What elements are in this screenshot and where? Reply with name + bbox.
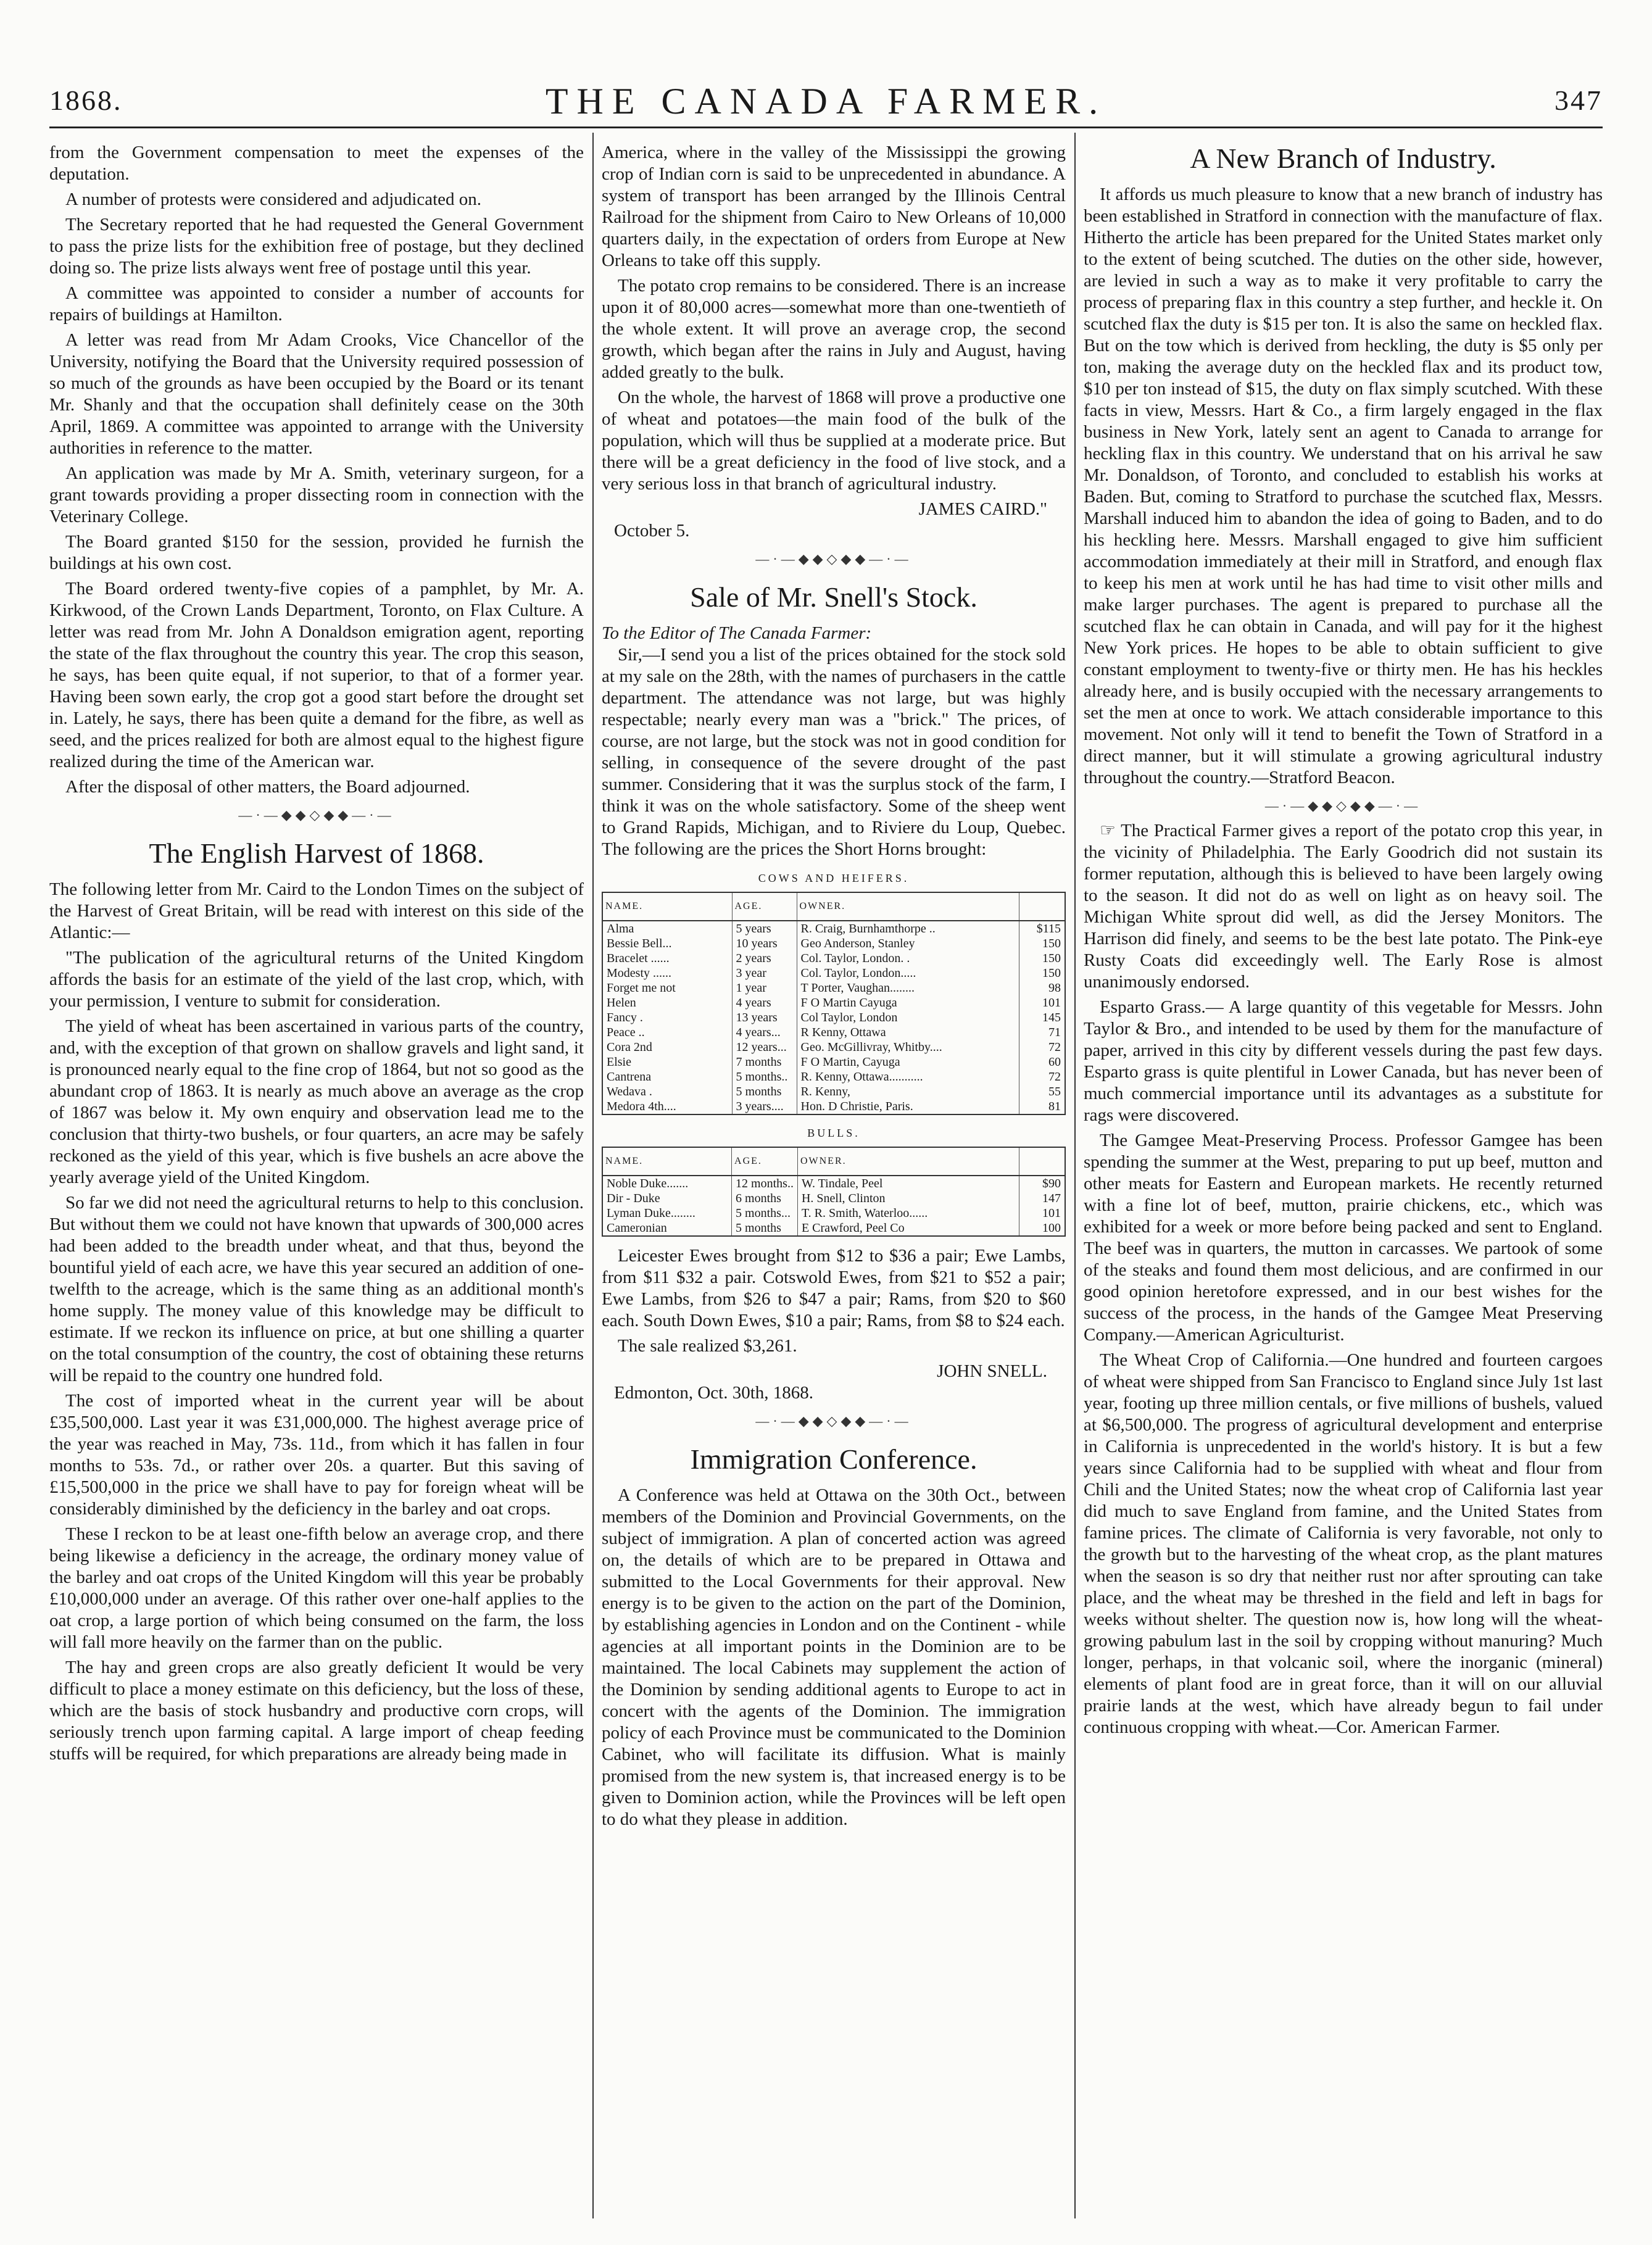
sale-total: The sale realized $3,261. — [618, 1336, 797, 1356]
article-paragraph: The Secretary reported that he had requested the General Government to pass the prize lists for the exhibition free of postage, but they declined doing so. The prize lists always went free of postage until this year. — [49, 215, 584, 278]
cows-table-title: COWS AND HEIFERS. — [758, 872, 910, 884]
animal-name: Forget me not — [607, 981, 676, 995]
column-header: OWNER. — [797, 892, 1019, 921]
animal-name: Fancy . — [607, 1011, 643, 1024]
animal-name: Cantrena — [607, 1070, 652, 1084]
price-header — [1019, 1147, 1065, 1176]
snell-date: Edmonton, Oct. 30th, 1868. — [614, 1383, 814, 1403]
animal-owner: R. Kenny, — [797, 1084, 1019, 1099]
animal-name: Noble Duke....... — [607, 1177, 689, 1190]
animal-price: $90 — [1019, 1176, 1065, 1191]
bulls-table-title: BULLS. — [807, 1127, 860, 1139]
animal-name: Bessie Bell... — [607, 937, 672, 950]
caird-date: October 5. — [614, 521, 690, 541]
article-paragraph: A letter was read from Mr Adam Crooks, Vice Chancellor of the University, notifying the Board that the University required possession of so much of the grounds as have been occupied by the Board or its tenant Mr. Shanly and that the occupation shall definitely cease on the 30th April, 1869. A committee was appointed to arrange with the University authorities in reference to the matter. — [49, 330, 584, 458]
article-paragraph: Sir,—I send you a list of the prices obtained for the stock sold at my sale on the 28th, with the names of purchasers in the cattle department. The attendance was not large, but was highly respectable; nearly every man was a "brick." The prices, of course, are not large, but the stock was not in good condition for selling, in consequence of the severe drought of the past summer. Considering that it was the surplus stock of the farm, I think it was on the whole satisfactory. Some of the sheep went to Grand Rapids, Michigan, and to Riviere du Loup, Quebec. The following are the prices the Short Horns brought: — [602, 645, 1066, 859]
animal-age: 5 years — [732, 921, 797, 936]
article-paragraph: from the Government compensation to meet the expenses of the deputation. — [49, 143, 584, 184]
table-row — [602, 936, 1065, 951]
section-ornament: —·—◆◆◇◆◆—·— — [755, 551, 912, 566]
table-row — [602, 1069, 1065, 1084]
column-divider-1 — [592, 133, 594, 2218]
animal-price: 55 — [1019, 1084, 1065, 1099]
cows-table — [602, 892, 1066, 1115]
column-1 — [49, 142, 584, 1769]
animal-price: 147 — [1019, 1191, 1065, 1206]
article-paragraph: After the disposal of other matters, the Board adjourned. — [65, 777, 470, 797]
article-paragraph: "The publication of the agricultural returns of the United Kingdom affords the basis for an estimate of the yield of the last crop, which, with your permission, I venture to submit for consideration. — [49, 948, 584, 1011]
animal-price: 71 — [1019, 1025, 1065, 1040]
animal-name: Peace .. — [607, 1026, 645, 1039]
article-paragraph: Esparto Grass.— A large quantity of this vegetable for Messrs. John Taylor & Bro., and intended to be used by them for the manufacture of paper, arrived in this city by different vessels during the past few days. Esparto grass is quite plentiful in Lower Canada, but has never been of much commercial importance until its advantages as a substitute for rags were discovered. — [1084, 997, 1603, 1125]
animal-owner: F O Martin, Cayuga — [797, 1055, 1019, 1069]
animal-price: 145 — [1019, 1010, 1065, 1025]
column-divider-2 — [1074, 133, 1076, 2218]
caird-signature: JAMES CAIRD." — [918, 499, 1047, 519]
column-header: AGE. — [732, 892, 797, 921]
animal-age: 3 years.... — [732, 1099, 797, 1114]
section-ornament: —·—◆◆◇◆◆—·— — [755, 1413, 912, 1429]
table-row — [602, 951, 1065, 966]
table-row — [602, 1176, 1065, 1191]
column-header: AGE. — [732, 1147, 798, 1176]
animal-price: 72 — [1019, 1069, 1065, 1084]
animal-age: 13 years — [732, 1010, 797, 1025]
article-paragraph: The cost of imported wheat in the current year will be about £35,500,000. Last year it was £31,000,000. The highest average price of the year was reached in May, 73s. 11d., from which it has fallen in four months to 53s. 7d., or rather over 20s. a quarter. But this saving of £15,500,000 in the price we shall have to pay for foreign wheat will be considerably diminished by the deficiency in the barley and oat crops. — [49, 1391, 584, 1519]
article-paragraph: The yield of wheat has been ascertained in various parts of the country, and, with the exception of that grown on shallow gravels and light sand, it is pronounced nearly equal to the fine crop of 1864, but not so good as the abundant crop of 1863. It is nearly as much above an average as the crop of 1867 was below it. My own enquiry and observation lead me to the conclusion that thirty-two bushels, or four quarters, an acre may be safely reckoned as the yield of this year, which is five bushels an acre above the yearly average yield of the United Kingdom. — [49, 1016, 584, 1187]
table-row — [602, 981, 1065, 995]
column-header: NAME. — [602, 892, 732, 921]
table-row — [602, 995, 1065, 1010]
snell-signature: JOHN SNELL. — [937, 1361, 1047, 1381]
animal-owner: Col. Taylor, London. . — [797, 951, 1019, 966]
header-rule — [49, 127, 1603, 128]
table-row — [602, 1040, 1065, 1055]
page-header — [49, 80, 1603, 123]
animal-age: 6 months — [732, 1191, 798, 1206]
article-paragraph: A Conference was held at Ottawa on the 30th Oct., between members of the Dominion and Provincial Governments, on the subject of immigration. A plan of concerted action was agreed on, the details of which are to be prepared in Ottawa and submitted to the Local Governments for their approval. New energy is to be given to the action on the part of the Dominion, by establishing agencies in London and on the Continent - while agencies at all important points in the Dominion are to be maintained. The local Cabinets may supplement the action of the Dominion by sending additional agents to Europe to act in concert with the agents of the Dominion. The immigration policy of each Province must be communicated to the Dominion Cabinet, who will facilitate its diffusion. What is mainly promised from the new system is, that increased energy is to be given to Dominion action, while the Provinces will be left open to do what they please in addition. — [602, 1485, 1066, 1829]
animal-age: 7 months — [732, 1055, 797, 1069]
table-row — [602, 1206, 1065, 1221]
article-paragraph: America, where in the valley of the Mississippi the growing crop of Indian corn is said to be unprecedented in abundance. A system of transport has been arranged by the Illinois Central Railroad for the shipment from Cairo to New Orleans of 10,000 quarters daily, in the expectation of orders from Europe at New Orleans to take off this supply. — [602, 143, 1066, 270]
table-row — [602, 921, 1065, 936]
table-row — [602, 1055, 1065, 1069]
animal-name: Alma — [607, 922, 634, 936]
animal-price: 150 — [1019, 951, 1065, 966]
animal-age: 12 years... — [732, 1040, 797, 1055]
article-paragraph: The following letter from Mr. Caird to the London Times on the subject of the Harvest of Great Britain, will be read with interest on this side of the Atlantic:— — [49, 879, 584, 942]
article-paragraph: ☞ The Practical Farmer gives a report of the potato crop this year, in the vicinity of Philadelphia. The Early Goodrich did not sustain its former reputation, although this is believed to have been largely owing to the season. It did not do as well on light as on heavy soil. The Michigan White sprout did well, as did the Jersey Monitors. The Harrison did finely, and seems to be the best late potato. The Pink-eye Rusty Coats did exceedingly well. The Early Rose is almost unanimously endorsed. — [1084, 821, 1603, 992]
article-paragraph: A committee was appointed to consider a number of accounts for repairs of buildings at Hamilton. — [49, 283, 584, 325]
animal-owner: H. Snell, Clinton — [797, 1191, 1019, 1206]
article-paragraph: The Board ordered twenty-five copies of a pamphlet, by Mr. A. Kirkwood, of the Crown Lands Department, Toronto, on Flax Culture. A letter was read from Mr. John A Donaldson emigration agent, reporting the state of the flax throughout the country this year. The crop this season, he says, has been quite equal, if not superior, to that of a former year. Having been sown early, the crop got a good start before the drought set in. Lately, he says, there has been quite a demand for the fibre, as well as seed, and the prices realized for both are almost equal to the highest figure realized during the time of the American war. — [49, 579, 584, 771]
animal-owner: R Kenny, Ottawa — [797, 1025, 1019, 1040]
article-paragraph: So far we did not need the agricultural returns to help to this conclusion. But without them we could not have known that upwards of 300,000 acres had been added to the breadth under wheat, and that thus, beyond the bountiful yield of each acre, we have this year secured an addition of one-twelfth to the acreage, which is the same thing as an additional month's home supply. The money value of this knowledge may be difficult to estimate. If we reckon its influence on price, at but one shilling a quarter on the total consumption of the country, the cost of obtaining these returns will be repaid to the country one hundred fold. — [49, 1193, 584, 1385]
animal-age: 5 months.. — [732, 1069, 797, 1084]
animal-name: Wedava . — [607, 1085, 652, 1098]
section-ornament: —·—◆◆◇◆◆—·— — [1264, 798, 1422, 813]
animal-name: Elsie — [607, 1055, 631, 1069]
article-paragraph: Leicester Ewes brought from $12 to $36 a pair; Ewe Lambs, from $11 $32 a pair. Cotswold Ewes, from $21 to $52 a pair; Ewe Lambs, from $26 to $47 a pair; Rams, from $20 to $60 each. South Down Ewes, $10 a pair; Rams, from $8 to $24 each. — [602, 1246, 1066, 1330]
animal-owner: R. Craig, Burnhamthorpe .. — [797, 921, 1019, 936]
animal-name: Dir - Duke — [607, 1192, 660, 1205]
article-paragraph: A number of protests were considered and adjudicated on. — [65, 189, 482, 209]
price-header — [1019, 892, 1065, 921]
animal-name: Modesty ...... — [607, 966, 671, 980]
article-paragraph: An application was made by Mr A. Smith, veterinary surgeon, for a grant towards providing a proper dissecting room in connection with the Veterinary College. — [49, 463, 584, 526]
animal-age: 10 years — [732, 936, 797, 951]
header-year: 1868. — [49, 85, 123, 116]
masthead-title: THE CANADA FARMER. — [545, 81, 1107, 122]
animal-price: 98 — [1019, 981, 1065, 995]
page-number: 347 — [1554, 85, 1603, 116]
snell-heading: Sale of Mr. Snell's Stock. — [690, 581, 978, 613]
animal-price: 100 — [1019, 1221, 1065, 1236]
animal-age: 4 years... — [732, 1025, 797, 1040]
article-paragraph: On the whole, the harvest of 1868 will prove a productive one of wheat and potatoes—the main food of the bulk of the population, which will thus be supplied at a moderate price. But there will be a great deficiency in the food of live stock, and a very serious loss in that branch of agricultural industry. — [602, 388, 1066, 494]
animal-name: Lyman Duke........ — [607, 1206, 695, 1220]
animal-owner: E Crawford, Peel Co — [797, 1221, 1019, 1236]
animal-price: 101 — [1019, 995, 1065, 1010]
article-paragraph: The hay and green crops are also greatly deficient It would be very difficult to place a money estimate on this deficiency, but the loss of these, which are the basis of stock husbandry and productive corn crops, will seriously trench upon farming capital. A large import of cheap feeding stuffs will be required, for which preparations are already being made in — [49, 1658, 584, 1764]
animal-price: 150 — [1019, 936, 1065, 951]
column-header: OWNER. — [797, 1147, 1019, 1176]
animal-owner: T. R. Smith, Waterloo...... — [797, 1206, 1019, 1221]
animal-name: Cora 2nd — [607, 1040, 652, 1054]
article-paragraph: These I reckon to be at least one-fifth below an average crop, and there being likewise a deficiency in the acreage, the ordinary money value of the barley and oat crops of the United Kingdom will this year be probably £10,000,000 under an average. Of this rather over one-half applies to the oat crop, a large portion of which being consumed on the farm, the loss will fall more heavily on the farmer than on the public. — [49, 1524, 584, 1652]
animal-owner: T Porter, Vaughan........ — [797, 981, 1019, 995]
animal-owner: Geo. McGillivray, Whitby.... — [797, 1040, 1019, 1055]
animal-age: 4 years — [732, 995, 797, 1010]
animal-age: 2 years — [732, 951, 797, 966]
animal-age: 5 months — [732, 1084, 797, 1099]
animal-price: 101 — [1019, 1206, 1065, 1221]
animal-owner: W. Tindale, Peel — [797, 1176, 1019, 1191]
bulls-table — [602, 1147, 1066, 1237]
table-row — [602, 1221, 1065, 1236]
animal-price: 81 — [1019, 1099, 1065, 1114]
article-paragraph: The Gamgee Meat-Preserving Process. Professor Gamgee has been spending the summer at the West, preparing to put up beef, mutton and other meats for Eastern and European markets. He recently returned with a fine lot of beef, mutton, prairie chickens, etc., which was exhibited for a week or more before being packed and sent to England. The beef was in quarters, the mutton in carcasses. We partook of some of the steaks and found them most delicious, and are confirmed in our good opinion heretofore expressed, and in our best wishes for the success of the process, in the hands of the Gamgee Meat Preserving Company.—American Agriculturist. — [1084, 1131, 1603, 1345]
animal-owner: Col Taylor, London — [797, 1010, 1019, 1025]
animal-price: 150 — [1019, 966, 1065, 981]
animal-age: 12 months.. — [732, 1176, 798, 1191]
article-paragraph: The potato crop remains to be considered. There is an increase upon it of 80,000 acres—somewhat more than one-twentieth of the whole extent. It will prove an average crop, the second growth, which began after the rains in July and August, having added greatly to the bulk. — [602, 276, 1066, 382]
article-paragraph: The Wheat Crop of California.—One hundred and fourteen cargoes of wheat were shipped from San Francisco to England since July 1st last year, footing up three million centals, or five millions of bushels, valued at $6,500,000. The progress of agricultural development and enterprise in California is unprecedented in the world's history. It is but a few years since California had to be supplied with wheat and flour from Chili and the United States; now the wheat crop of California last year did much to save England from famine, and the United States from famine prices. The climate of California is very favorable, not only to the growth but to the harvesting of the wheat crop, as the plant matures when the season is so dry that neither rust nor after sprouting can take place, and the wheat may be threshed in the field and left in bags for weeks without shelter. The question now is, how long will the wheat-growing pabulum last in the soil by cropping without manuring? Much longer, perhaps, in that volcanic soil, where the inorganic (mineral) elements of plant food are in great force, than it will on our alluvial prairie lands at the west, which have already begun to fail under continuous cropping with wheat.—Cor. American Farmer. — [1084, 1350, 1603, 1737]
animal-age: 3 year — [732, 966, 797, 981]
table-row — [602, 1084, 1065, 1099]
column-header: NAME. — [602, 1147, 732, 1176]
table-row — [602, 1010, 1065, 1025]
article-paragraph: It affords us much pleasure to know that a new branch of industry has been established in Stratford in connection with the manufacture of flax. Hitherto the article has been prepared for the United States market only to the extent of being scutched. The duties on the other side, however, are levied in such a way as to make it very profitable to carry the process of preparing flax in this country a step further, and heckle it. On scutched flax the duty is $15 per ton. It is also the same on heckled flax. But on the tow which is derived from heckling, the duty is $5 only per ton, making the average duty on the heckled flax and its product tow, $10 per ton instead of $15, the duty on flax simply scutched. With these facts in view, Messrs. Hart & Co., a firm largely engaged in the flax business in New York, lately sent an agent to Canada to arrange for heckling flax in this country. We understand that on his arrival he saw Mr. Donaldson, of Toronto, and concluded to establish his works at Baden. But, coming to Stratford to purchase the scutched flax, Messrs. Marshall induced him to abandon the idea of going to Baden, and to do his heckling here. Messrs. Marshall engaged to give him sufficient accommodation immediately at their mill in Stratford, and enough flax to keep his men at work until he has had time to visit other mills and make larger purchases. The agent is prepared to purchase all the scutched flax he can obtain in Canada, and will pay for it the highest New York prices. He hopes to be able to obtain sufficient to give constant employment to twenty-five or thirty men. He has his heckles already here, and is busily occupied with the necessary arrangements to set the men at once to work. We attach considerable importance to this movement. Not only will it tend to benefit the Town of Stratford in a direct manner, but it will stimulate a growing agricultural industry throughout the country.—Stratford Beacon. — [1084, 185, 1603, 787]
column-3 — [1084, 142, 1603, 1742]
animal-owner: R. Kenny, Ottawa........... — [797, 1069, 1019, 1084]
animal-name: Helen — [607, 996, 636, 1010]
animal-owner: Geo Anderson, Stanley — [797, 936, 1019, 951]
harvest-heading: The English Harvest of 1868. — [149, 837, 484, 869]
table-row — [602, 1099, 1065, 1114]
animal-owner: F O Martin Cayuga — [797, 995, 1019, 1010]
animal-name: Bracelet ...... — [607, 952, 670, 965]
animal-price: $115 — [1019, 921, 1065, 936]
industry-heading: A New Branch of Industry. — [1190, 143, 1496, 174]
table-row — [602, 1191, 1065, 1206]
immigration-heading: Immigration Conference. — [690, 1443, 978, 1475]
animal-owner: Col. Taylor, London..... — [797, 966, 1019, 981]
section-ornament: —·—◆◆◇◆◆—·— — [238, 807, 395, 823]
animal-age: 5 months — [732, 1221, 798, 1236]
animal-price: 60 — [1019, 1055, 1065, 1069]
animal-owner: Hon. D Christie, Paris. — [797, 1099, 1019, 1114]
animal-age: 5 months... — [732, 1206, 798, 1221]
article-paragraph: The Board granted $150 for the session, provided he furnish the buildings at his own cost. — [49, 532, 584, 573]
snell-salutation: To the Editor of The Canada Farmer: — [602, 623, 872, 643]
table-row — [602, 1025, 1065, 1040]
animal-name: Medora 4th.... — [607, 1100, 676, 1113]
table-row — [602, 966, 1065, 981]
animal-age: 1 year — [732, 981, 797, 995]
animal-price: 72 — [1019, 1040, 1065, 1055]
column-2 — [602, 142, 1066, 1834]
animal-name: Cameronian — [607, 1221, 667, 1235]
